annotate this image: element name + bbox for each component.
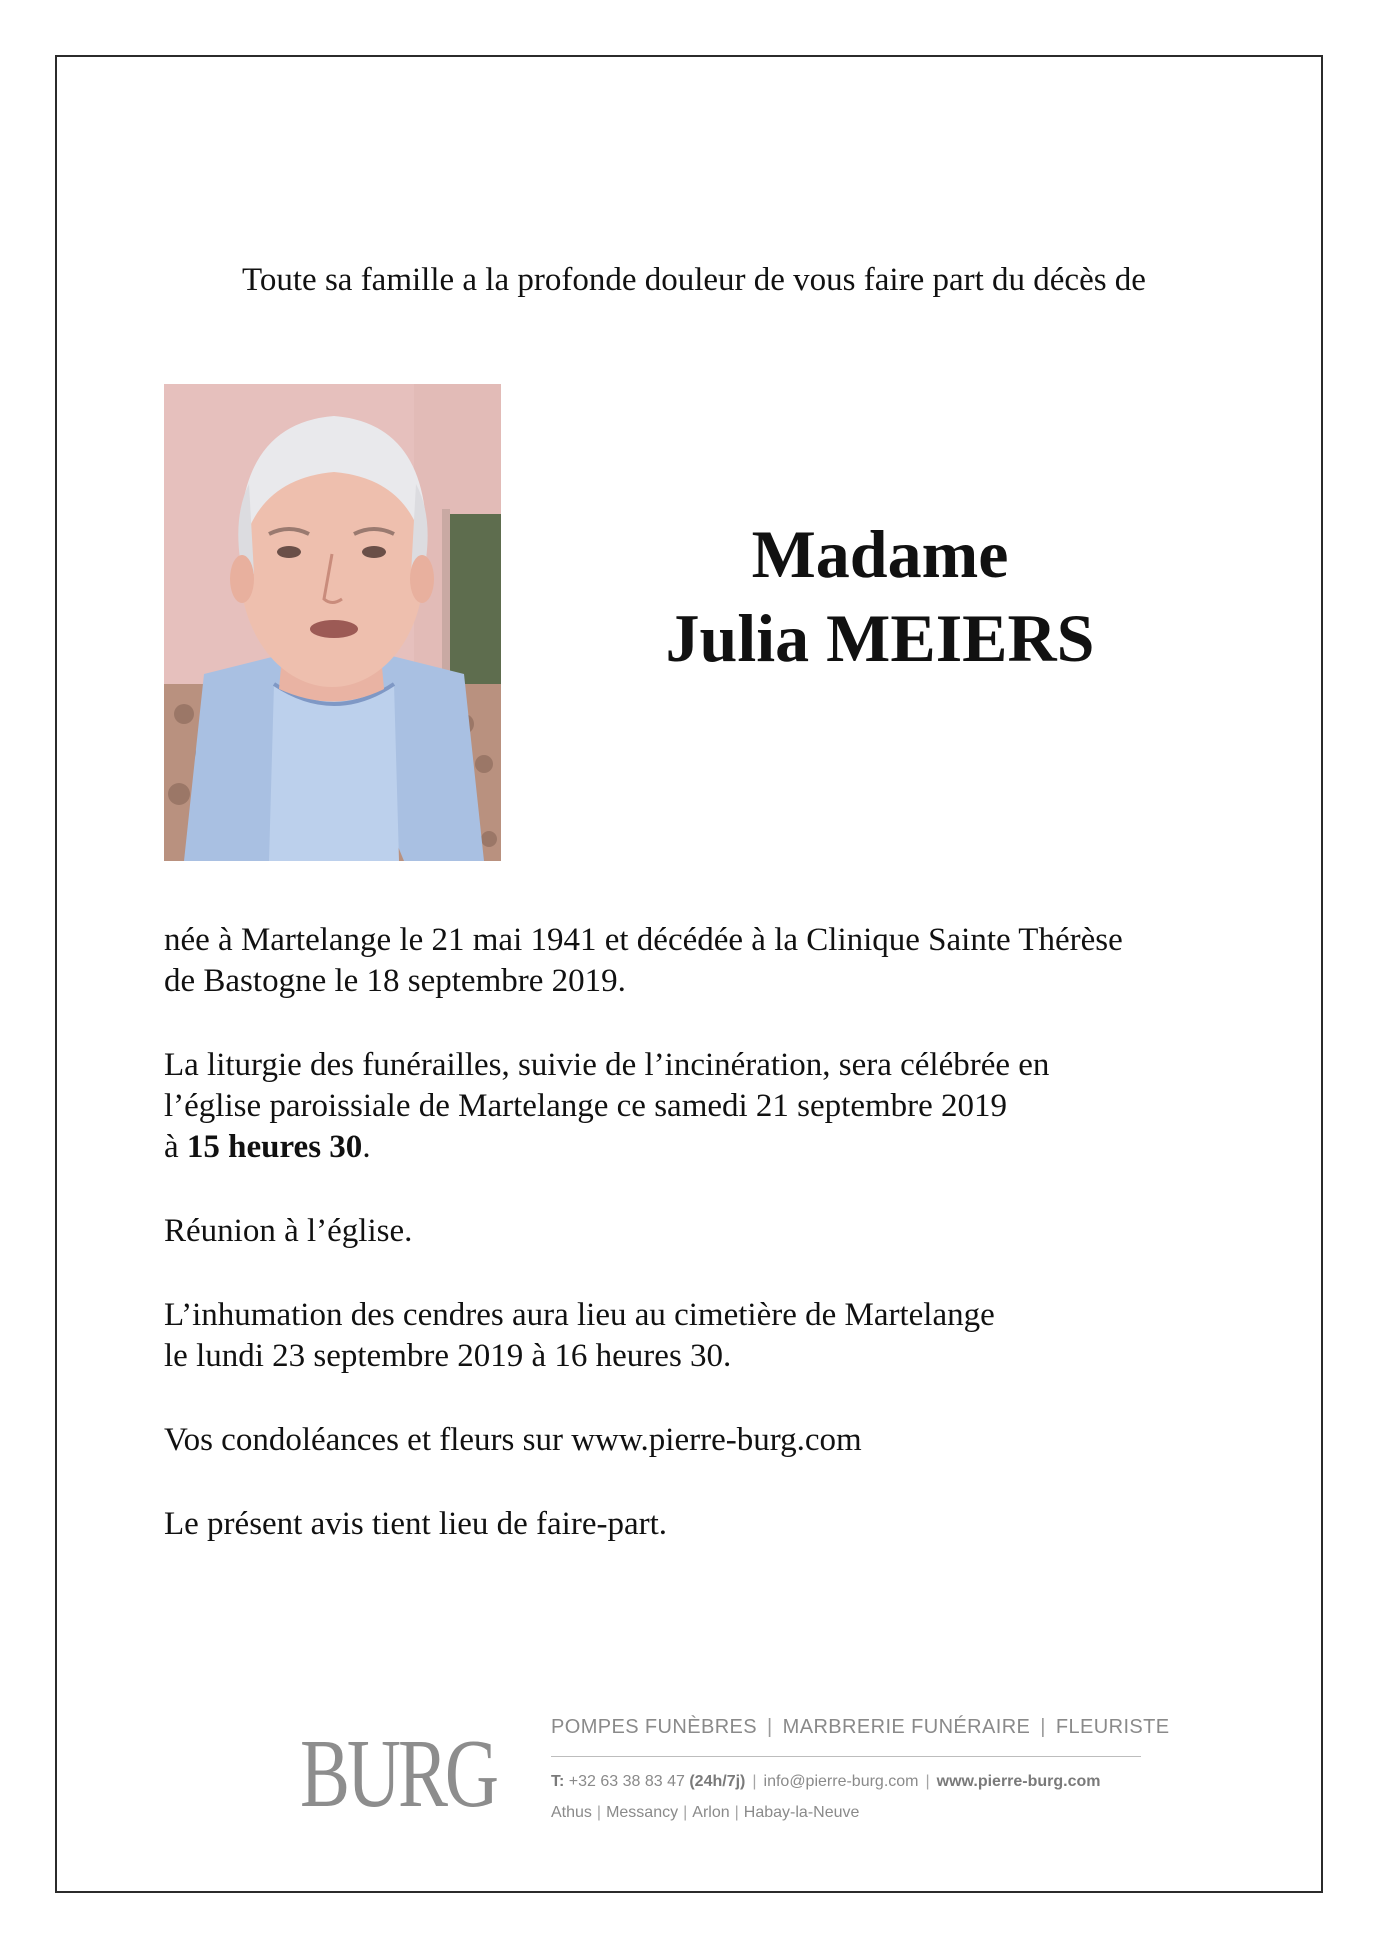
services-line <box>551 1714 1170 1740</box>
burg-logo-text: BURG <box>300 1720 497 1824</box>
phone-label: T: <box>551 1773 565 1790</box>
inhumation-line: le lundi 23 septembre 2019 à 16 heures 30. <box>164 1338 732 1374</box>
birth-death-line: née à Martelange le 21 mai 1941 et décédée à la Clinique Sainte Thérèse <box>164 922 1123 958</box>
separator: | <box>596 1804 602 1821</box>
town-athus: Athus <box>551 1804 592 1821</box>
separator: | <box>734 1804 739 1821</box>
meeting-line: Réunion à l’église. <box>164 1213 413 1249</box>
service-funeral: POMPES FUNÈBRES <box>551 1716 758 1738</box>
deceased-name: Julia MEIERS <box>665 600 1095 676</box>
inhumation-paragraph <box>164 1295 1264 1377</box>
liturgy-time-suffix: . <box>362 1129 371 1165</box>
footer-divider <box>551 1756 1141 1757</box>
intro-text: Toute sa famille a la profonde douleur de vous faire part du décès de <box>242 262 1146 298</box>
email-link[interactable]: info@pierre-burg.com <box>763 1773 919 1790</box>
towns-line <box>551 1802 1141 1824</box>
town-arlon: Arlon <box>692 1804 730 1821</box>
birth-death-paragraph <box>164 920 1264 1002</box>
separator: | <box>1040 1716 1046 1738</box>
inhumation-line: L’inhumation des cendres aura lieu au cimetière de Martelange <box>164 1297 995 1333</box>
condolences-line: Vos condoléances et fleurs sur www.pierre-burg.com <box>164 1422 862 1458</box>
notice-note-paragraph <box>164 1504 1264 1545</box>
contact-line <box>551 1771 1141 1793</box>
footer-info <box>551 1714 1170 1824</box>
meeting-paragraph <box>164 1211 1264 1252</box>
honorific: Madame <box>751 516 1009 592</box>
separator: | <box>767 1716 773 1738</box>
website-link[interactable]: www.pierre-burg.com <box>936 1773 1101 1790</box>
liturgy-line: La liturgie des funérailles, suivie de l’incinération, sera célébrée en <box>164 1047 1050 1083</box>
liturgy-time: 15 heures 30 <box>186 1129 363 1165</box>
notice-body <box>164 920 1264 1588</box>
service-fleuriste: FLEURISTE <box>1055 1716 1170 1738</box>
birth-death-line: de Bastogne le 18 septembre 2019. <box>164 963 626 999</box>
service-marbrerie: MARBRERIE FUNÉRAIRE <box>782 1716 1031 1738</box>
liturgy-time-prefix: à <box>164 1129 187 1165</box>
town-messancy: Messancy <box>606 1804 679 1821</box>
phone-hours: (24h/7j) <box>689 1773 746 1790</box>
condolences-paragraph <box>164 1420 1264 1461</box>
deceased-name-block <box>560 512 1200 680</box>
separator: | <box>752 1773 757 1790</box>
burg-logo <box>300 1714 500 1824</box>
separator: | <box>683 1804 688 1821</box>
liturgy-line: l’église paroissiale de Martelange ce samedi 21 septembre 2019 <box>164 1088 1008 1124</box>
notice-note-line: Le présent avis tient lieu de faire-part. <box>164 1506 668 1542</box>
liturgy-paragraph <box>164 1045 1264 1168</box>
town-habay: Habay-la-Neuve <box>743 1804 860 1821</box>
phone-number[interactable]: +32 63 38 83 47 <box>568 1773 685 1790</box>
separator: | <box>925 1773 930 1790</box>
liturgy-time-line <box>164 1127 1264 1168</box>
portrait-photo <box>164 384 501 861</box>
